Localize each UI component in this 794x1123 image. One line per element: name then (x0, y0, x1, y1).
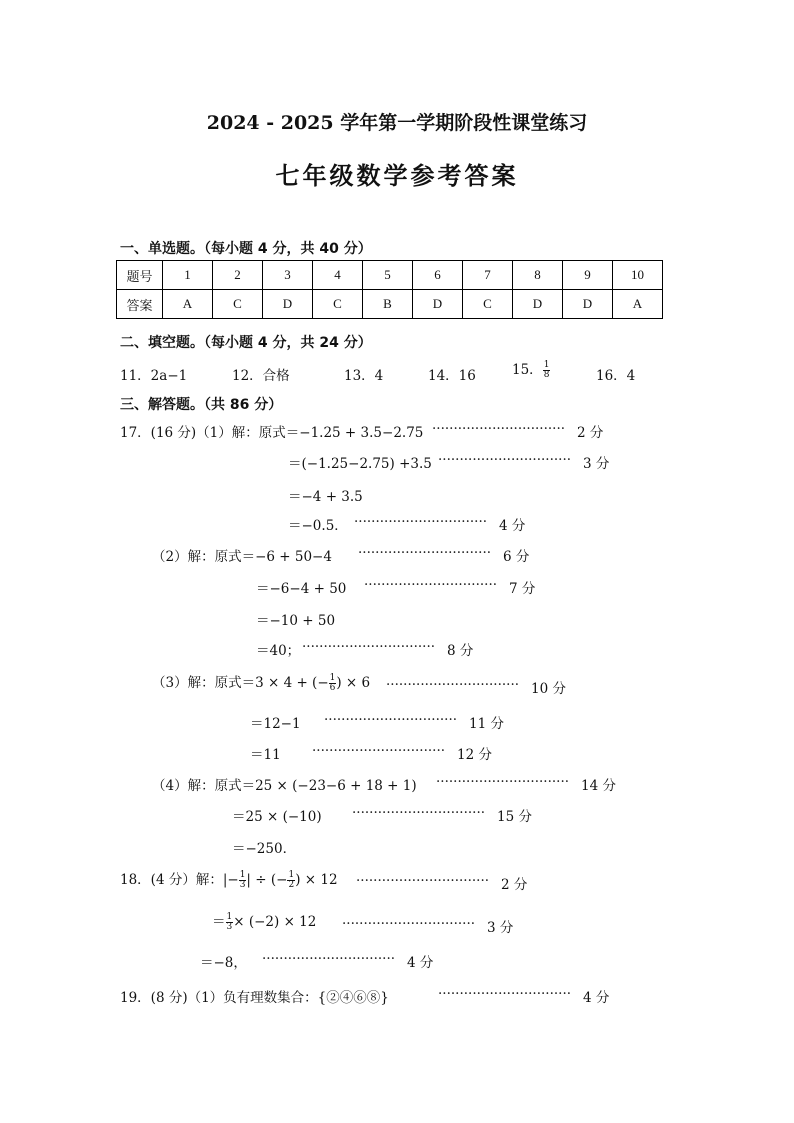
q17-line: ＝12−1 (250, 716, 301, 732)
fraction: $\frac{1}{2}$ (288, 870, 295, 890)
score-leader: ······························· (438, 452, 572, 468)
table-cell: 4 (313, 261, 363, 290)
fill-answer-15-label: 15． (512, 362, 543, 378)
fraction: $\frac{1}{6}$ (329, 673, 336, 693)
score-label: 14 分 (581, 778, 616, 794)
fill-answer-13: 13．4 (344, 368, 384, 384)
q18-text: | ÷ (− (246, 872, 288, 888)
section2-heading: 二、填空题。（每小题 4 分，共 24 分） (120, 335, 372, 351)
table-cell: B (363, 290, 413, 319)
table-cell: C (313, 290, 363, 319)
score-label: 6 分 (503, 549, 530, 565)
q17-line: ＝25 × (−10) (232, 809, 322, 825)
table-cell: D (513, 290, 563, 319)
q17-line: ＝−0.5． (288, 518, 348, 534)
fill-answer-16: 16．4 (596, 368, 636, 384)
score-leader: ······························· (436, 774, 570, 790)
q17-line: （2）解：原式＝−6 + 50−4 (152, 549, 332, 565)
q18-line: ＝−8， (200, 955, 247, 971)
fill-answer-14: 14．16 (428, 368, 476, 384)
fill-answer-12: 12．合格 (232, 368, 290, 384)
table-row (117, 290, 663, 319)
score-leader: ······························· (324, 712, 458, 728)
section3-heading: 三、解答题。（共 86 分） (120, 397, 283, 413)
table-cell: D (263, 290, 313, 319)
q17-line: ＝40； (256, 643, 301, 659)
q17-line: ＝−250． (232, 841, 297, 857)
table-cell: 8 (513, 261, 563, 290)
q18-text: × (−2) × 12 (233, 914, 317, 930)
q18-text: ) × 12 (295, 872, 338, 888)
score-label: 4 分 (499, 518, 526, 534)
table-row (117, 261, 663, 290)
score-label: 10 分 (531, 681, 566, 697)
table-cell: 9 (563, 261, 613, 290)
q17-line (152, 671, 370, 693)
q19-line: 19．(8 分)（1）负有理数集合：{②④⑥⑧} (120, 990, 389, 1006)
table-cell: 3 (263, 261, 313, 290)
q17-line: ＝−6−4 + 50 (256, 581, 347, 597)
score-label: 3 分 (583, 456, 610, 472)
score-label: 2 分 (501, 877, 528, 893)
table-cell: 5 (363, 261, 413, 290)
score-leader: ······························· (438, 986, 572, 1002)
table-cell: D (563, 290, 613, 319)
score-label: 2 分 (577, 425, 604, 441)
score-leader: ······························· (364, 577, 498, 593)
table-cell: C (463, 290, 513, 319)
table-cell: C (213, 290, 263, 319)
fill-answer-11: 11．2a−1 (120, 368, 188, 384)
q17-line: ＝−10 + 50 (256, 613, 336, 629)
document-subtitle: 七年级数学参考答案 (275, 161, 519, 190)
score-leader: ······························· (352, 805, 486, 821)
score-leader: ······························· (354, 514, 488, 530)
q17-part3-text: ) × 6 (336, 675, 371, 691)
score-label: 8 分 (447, 643, 474, 659)
score-leader: ······························· (358, 545, 492, 561)
q17-line: 17．(16 分)（1）解：原式＝−1.25 + 3.5−2.75 (120, 425, 424, 441)
q17-part3-text: （3）解：原式＝3 × 4 + (− (152, 675, 329, 691)
table-cell: D (413, 290, 463, 319)
score-label: 4 分 (583, 990, 610, 1006)
table-header-cell: 题号 (117, 261, 163, 290)
score-label: 12 分 (457, 747, 492, 763)
score-leader: ······························· (262, 951, 396, 967)
fraction: $\frac{1}{8}$ (543, 360, 550, 380)
score-label: 4 分 (407, 955, 434, 971)
table-cell: 2 (213, 261, 263, 290)
table-cell: 10 (613, 261, 663, 290)
score-leader: ······························· (312, 743, 446, 759)
score-label: 3 分 (487, 920, 514, 936)
table-header-cell: 答案 (117, 290, 163, 319)
q18-text: 18．(4 分）解：|− (120, 872, 239, 888)
q17-line: ＝11 (250, 747, 281, 763)
table-cell: 1 (163, 261, 213, 290)
table-cell: A (163, 290, 213, 319)
score-leader: ······························· (302, 639, 436, 655)
fraction: $\frac{1}{3}$ (226, 912, 233, 932)
fill-answer-15 (512, 358, 550, 380)
q17-line: （4）解：原式＝25 × (−23−6 + 18 + 1) (152, 778, 417, 794)
score-label: 11 分 (469, 716, 504, 732)
q18-line (120, 868, 338, 890)
table-cell: 7 (463, 261, 513, 290)
score-leader: ······························· (342, 916, 476, 932)
score-leader: ······························· (432, 421, 566, 437)
q17-line: ＝(−1.25−2.75) +3.5 (288, 456, 432, 472)
table-cell: 6 (413, 261, 463, 290)
fraction: $\frac{1}{3}$ (239, 870, 246, 890)
q17-line: ＝−4 + 3.5 (288, 489, 363, 505)
table-cell: A (613, 290, 663, 319)
score-label: 15 分 (497, 809, 532, 825)
score-leader: ······························· (386, 677, 520, 693)
document-title: 2024 - 2025 学年第一学期阶段性课堂练习 (206, 112, 588, 134)
section1-heading: 一、单选题。（每小题 4 分，共 40 分） (120, 241, 372, 257)
answer-table (116, 260, 663, 319)
q18-text: ＝ (212, 914, 226, 930)
q18-line (212, 910, 316, 932)
score-label: 7 分 (509, 581, 536, 597)
score-leader: ······························· (356, 873, 490, 889)
